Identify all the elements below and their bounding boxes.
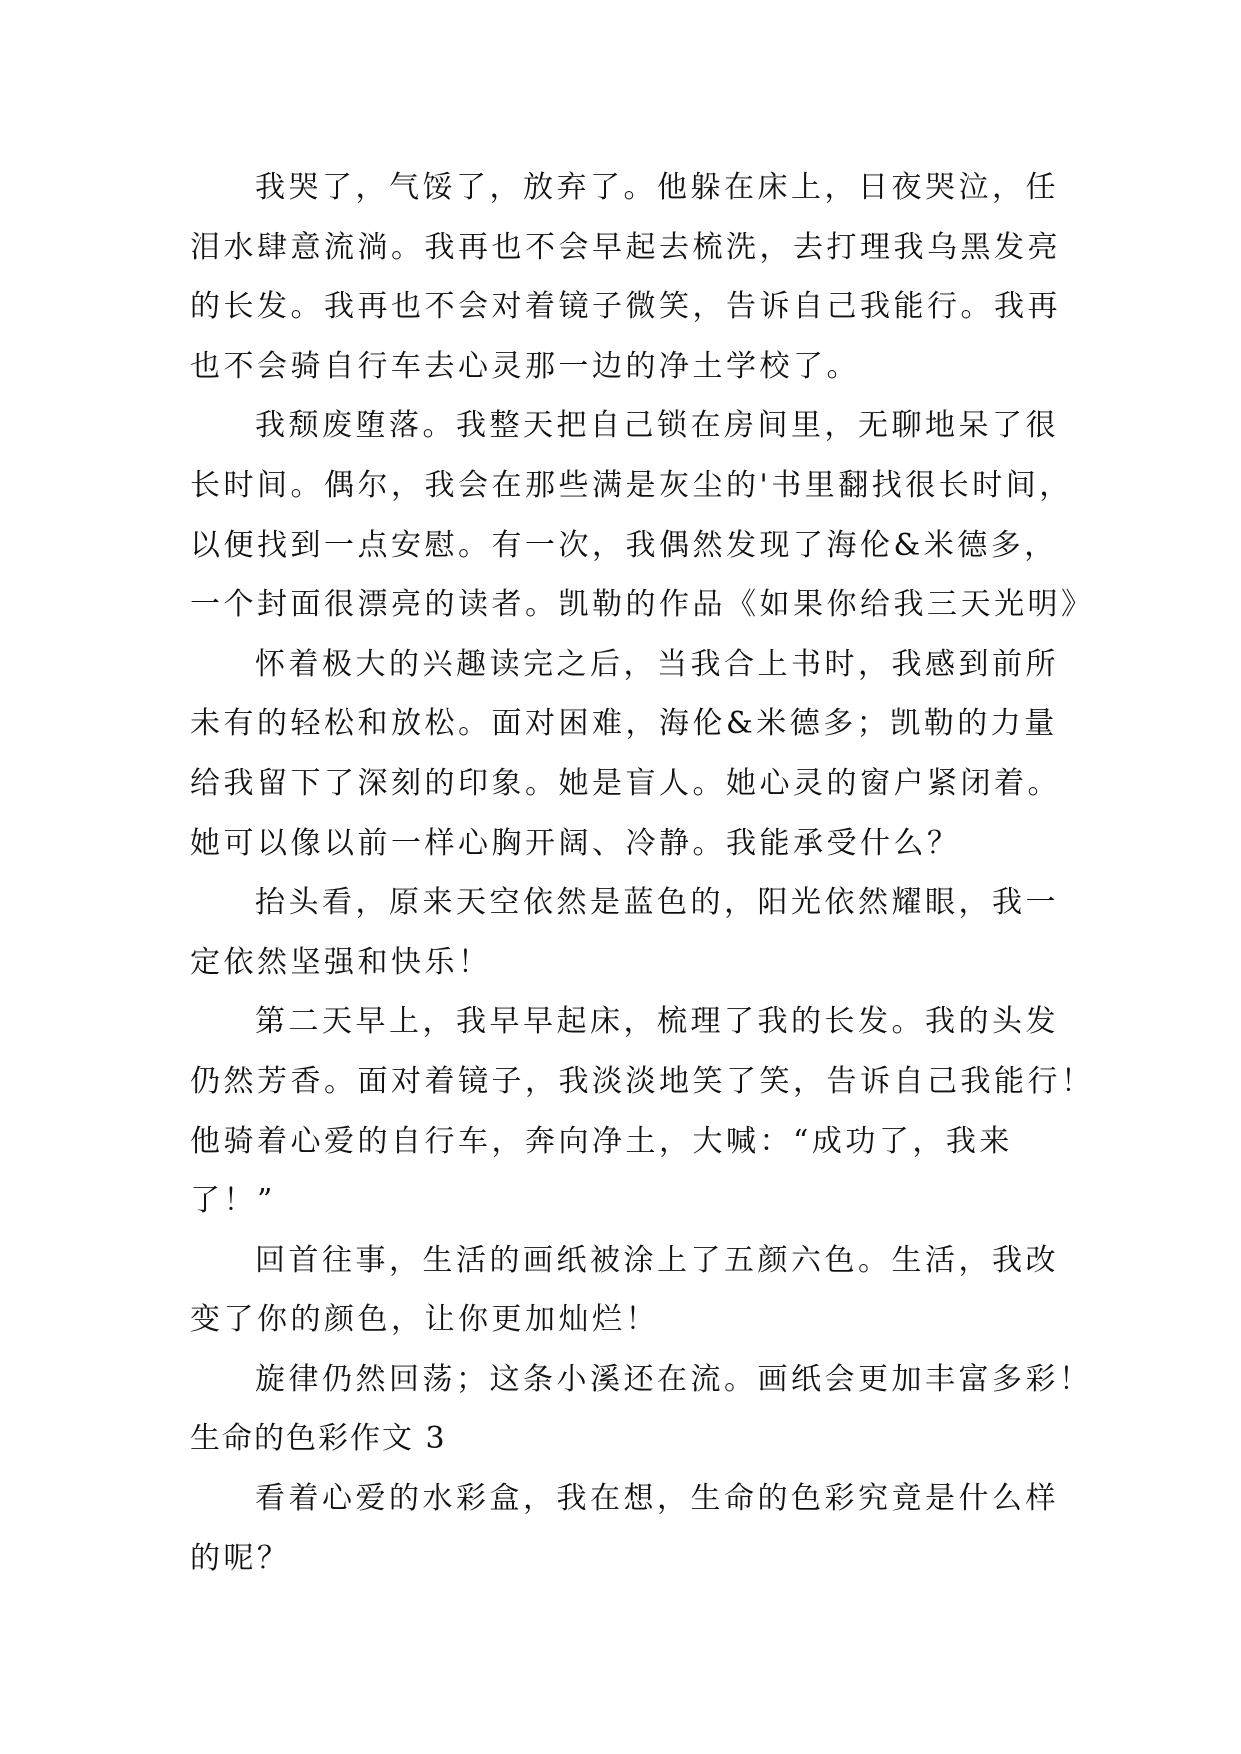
section-heading: 生命的色彩作文 3 [190,1421,447,1457]
essay-body [190,158,1095,1588]
text-line: 泪水肆意流淌。我再也不会早起去梳洗，去打理我乌黑发亮 [190,229,1061,265]
text-line: 旋律仍然回荡；这条小溪还在流。画纸会更加丰富多彩！ [255,1361,1093,1397]
text-line: 我哭了，气馁了，放弃了。他躲在床上，日夜哭泣，任 [255,170,1059,205]
text-line: 仍然芳香。面对着镜子，我淡淡地笑了笑，告诉自己我能行！ [190,1063,1095,1099]
text-line: 也不会骑自行车去心灵那一边的净土学校了。 [190,348,860,384]
text-line: 他骑着心爱的自行车，奔向净土，大喊：“成功了，我来 [190,1123,1013,1159]
text-line: 看着心爱的水彩盒，我在想，生命的色彩究竟是什么样 [255,1481,1059,1517]
text-line: 的长发。我再也不会对着镜子微笑，告诉自己我能行。我再 [190,289,1061,325]
text-line: 第二天早上，我早早起床，梳理了我的长发。我的头发 [255,1004,1059,1040]
text-line: 抬头看，原来天空依然是蓝色的，阳光依然耀眼，我一 [255,885,1059,921]
text-line: 的呢？ [190,1540,291,1576]
text-line: 长时间。偶尔，我会在那些满是灰尘的'书里翻找很长时间， [190,467,1073,503]
text-line: 怀着极大的兴趣读完之后，当我合上书时，我感到前所 [255,646,1059,682]
text-line: 我颓废堕落。我整天把自己锁在房间里，无聊地呆了很 [255,408,1059,444]
text-line: 变了你的颜色，让你更加灿烂！ [190,1302,659,1338]
text-line: 回首往事，生活的画纸被涂上了五颜六色。生活，我改 [255,1242,1059,1278]
text-line: 一个封面很漂亮的读者。凯勒的作品《如果你给我三天光明》 [190,587,1095,623]
text-line: 她可以像以前一样心胸开阔、冷静。我能承受什么？ [190,825,961,861]
text-line: 给我留下了深刻的印象。她是盲人。她心灵的窗户紧闭着。 [190,765,1061,801]
text-line: 未有的轻松和放松。面对困难，海伦&米德多；凯勒的力量 [190,706,1058,742]
text-line: 定依然坚强和快乐！ [190,944,492,980]
text-line: 了！” [190,1183,276,1219]
text-line: 以便找到一点安慰。有一次，我偶然发现了海伦&米德多， [190,527,1058,563]
